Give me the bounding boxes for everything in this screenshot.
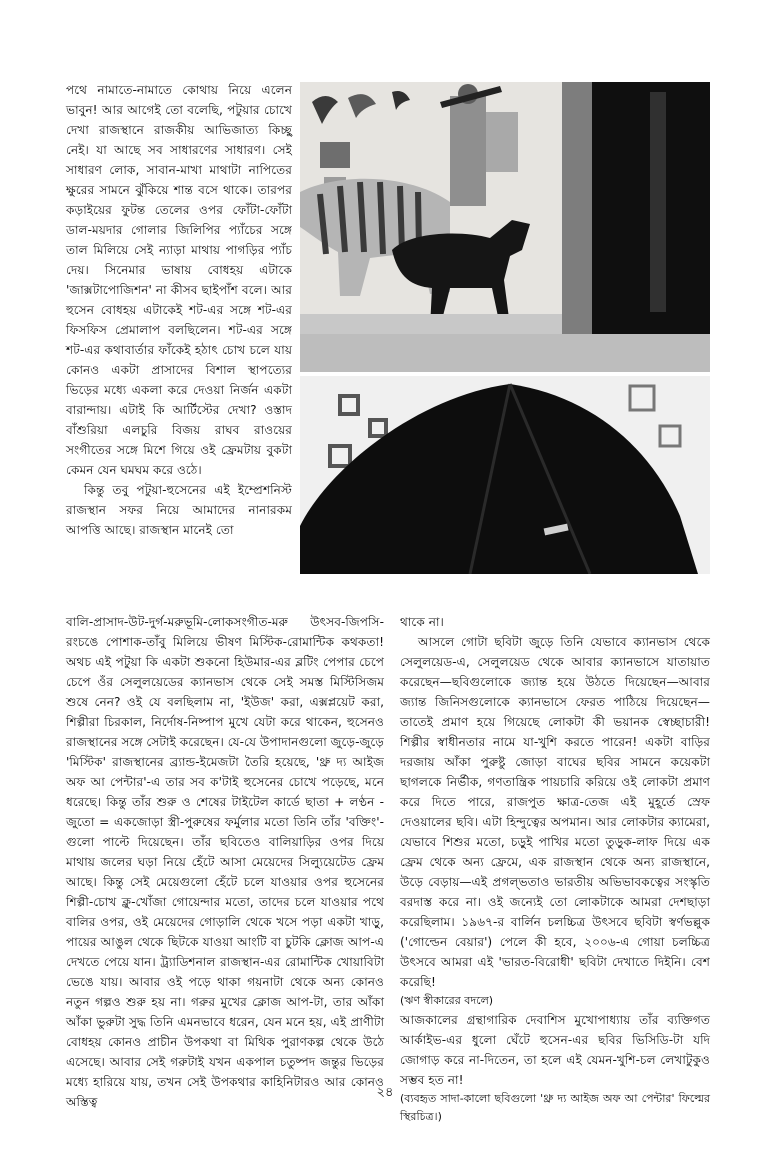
bottom-left-column <box>66 612 384 1112</box>
top-paragraph-1: পথে নামাতে-নামাতে কোথায় নিয়ে এলেন ভাবুন! আর আগেই তো বলেছি, পটুয়ার চোখে দেখা রাজস্থানে রাজকীয় আভিজাত্য কিচ্ছু নেই। যা আছে সব সাধারণের সাধারণ। সেই সাধারণ লোক, সাবান-মাখা মাথাটা নাপিতের ক্ষুরের সামনে ঝুঁকিয়ে শান্ত বসে থাকে। তারপর কড়াইয়ের ফুটন্ত তেলের ওপর ফোঁটা-ফোঁটা ডাল-ময়দার গোলার জিলিপির প্যাঁচের সঙ্গে তাল মিলিয়ে সেই ন্যাড়া মাথায় পাগড়ির প্যাঁচ দেয়। সিনেমার ভাষায় বোধহয় এটাকে 'জাক্সটাপোজিশন' না কীসব ছাইপাঁশ বলে। আর হুসেন বোধহয় এটাকেই শট-এর সঙ্গে শট-এর ফিসফিস প্রেমালাপ বলছিলেন। শট-এর সঙ্গে শট-এর কথাবার্তার ফাঁকেই হঠাৎ চোখ চলে যায় কোনও একটা প্রাসাদের বিশাল স্থাপত্যের ভিড়ের মধ্যে একলা করে দেওয়া নির্জন একটা বারান্দায়। এটাই কি আর্টিস্টের দেখা? ওস্তাদ বাঁশুরিয়া এলচুরি বিজয় রাঘব রাওয়ের সংগীতের সঙ্গে মিশে গিয়ে ওই ফ্রেমটায় বুকটা কেমন যেন ঘমঘম করে ওঠে। <box>66 83 292 477</box>
film-still-goat-and-mural <box>300 82 710 372</box>
film-still-umbrella-svg <box>300 376 710 574</box>
acknowledgement-text: আজকালের গ্রন্থাগারিক দেবাশিস মুখোপাধ্যায় তাঁর ব্যক্তিগত আর্কাইভ-এর ধুলো ঘেঁটে হুসেন-এর ছবির ভিসিডি-টা যদি জোগাড় করে না-দিতেন, তা হলে এই যেমন-খুশি-চল লেখাটুকুও সম্ভব হত না! <box>400 1013 710 1087</box>
top-paragraph-2: কিন্তু তবু পটুয়া-হুসেনের এই ইম্প্রেশনিস্ট রাজস্থান সফর নিয়ে আমাদের নানারকম আপত্তি আছে। রাজস্থান মানেই তো <box>66 483 292 537</box>
film-still-goat-svg <box>300 82 710 372</box>
top-text-column <box>66 80 292 540</box>
acknowledgement-heading: (ঋণ স্বীকারের বদলে) <box>400 994 494 1007</box>
page-number: ২৪ <box>376 1085 394 1100</box>
film-still-umbrella <box>300 376 710 574</box>
left-paragraph-1: বালি-প্রাসাদ-উট-দুর্গ-মরুভূমি-লোকসংগীত-মরু উৎসব-জিপসি-রংচঙে পোশাক-তাঁবু মিলিয়ে ভীষণ মিস্টিক-রোমান্টিক কথকতা! অথচ এই পটুয়া কি একটা শুকনো হিউমার-এর ব্লটিং পেপার চেপে চেপে ওঁর সেলুলয়েডের ক্যানভাস থেকে সেই সমস্ত মিস্টিসিজম শুষে নেন? ওই যে বলছিলাম না, 'ইউজ' করা, এক্সপ্লয়েট করা, শিল্পীরা চিরকাল, নির্দোষ-নিষ্পাপ মুখে যেটা করে থাকেন, হুসেনও রাজস্থানের সঙ্গে সেটাই করেছেন। যে-যে উপাদানগুলো জুড়ে-জুড়ে 'মিস্টিক' রাজস্থানের ব্র্যান্ড-ইমেজটা তৈরি হয়েছে, 'থ্রু দ্য আইজ অফ আ পেন্টার'-এ তার সব ক'টাই হুসেনের চোখে পড়েছে, মনে ধরেছে। কিন্তু তাঁর শুরু ও শেষের টাইটেল কার্ডে ছাতা + লণ্ঠন - জুতো = একজোড়া স্ত্রী-পুরুষের ফর্মুলার মতো তিনি তাঁর 'বক্তিং'-গুলো পাল্টে দিয়েছেন। তাঁর ছবিতেও বালিয়াড়ির ওপর দিয়ে মাথায় জলের ঘড়া নিয়ে হেঁটে আসা মেয়েদের সিল্যুয়েটেড ফ্রেম আছে। কিন্তু সেই মেয়েগুলো হেঁটে চলে যাওয়ার ওপর হুসেনের শিল্পী-চোখ ক্লু-খোঁজা গোয়েন্দার মতো, তাদের চলে যাওয়ার পথে বালির ওপর, ওই মেয়েদের গোড়ালি থেকে খসে পড়া একটা খাড়ু, পায়ের আঙুল থেকে ছিটকে যাওয়া আংটি বা চুটকি ক্লোজ আপ-এ দেখতে পেয়ে যান। ট্র্যাডিশনাল রাজস্থান-এর রোমান্টিক খোয়াবিটা ভেঙে যায়। আবার ওই পড়ে থাকা গয়নাটা থেকে অন্য কোনও নতুন গল্পও শুরু হয় না। গরুর মুখের ক্লোজ আপ-টা, তার আঁকা আঁকা ভুরুটা সুদ্ধ তিনি এমনভাবে ধরেন, যেন মনে হয়, এই প্রাণীটা বোধহয় কোনও প্রাচীন উপকথা বা মিথিক পুরাণকল্প থেকে উঠে এসেছে। আবার সেই গরুটাই যখন একপাল চতুষ্পদ জন্তুর ভিড়ের মধ্যে হারিয়ে যায়, তখন সেই উপকথার কাহিনিটারও আর কোনও অস্তিত্ব <box>66 615 385 1109</box>
right-paragraph-1: থাকে না। <box>400 615 444 629</box>
bottom-right-column <box>400 612 710 1126</box>
image-credit-note: (ব্যবহৃত সাদা-কালো ছবিগুলো 'থ্রু দ্য আইজ অফ আ পেন্টার' ফিল্মের স্থিরচিত্র।) <box>400 1092 710 1123</box>
right-paragraph-2: আসলে গোটা ছবিটা জুড়ে তিনি যেভাবে ক্যানভাস থেকে সেলুলয়েড-এ, সেলুলয়েড থেকে আবার ক্যানভাসে যাতায়াত করেছেন—ছবিগুলোকে জ্যান্ত হয়ে উঠতে দিয়েছেন—আবার জ্যান্ত জিনিসগুলোকে ক্যানভাসে ফেরত পাঠিয়ে দিয়েছেন—তাতেই প্রমাণ হয়ে গিয়েছে লোকটা কী ভয়ানক স্বেচ্ছাচারী! শিল্পীর স্বাধীনতার নামে যা-খুশি করতে পারেন! একটা বাড়ির দরজায় আঁকা পুরুষ্টু জোড়া বাঘের ছবির সামনে কয়েকটা ছাগলকে নির্ভীক, গণতান্ত্রিক পায়চারি করিয়ে ওই লোকটা প্রমাণ করে দিতে পারে, রাজপুত ক্ষাত্র-তেজ এই মুহূর্তে স্রেফ দেওয়ালের ছবি। এটা হিন্দুত্বের অপমান। আর লোকটার ক্যামেরা, যেভাবে শিশুর মতো, চড়ুই পাখির মতো তুড়ুক-লাফ দিয়ে এক ফ্রেম থেকে অন্য ফ্রেমে, এক রাজস্থান থেকে অন্য রাজস্থানে, উড়ে বেড়ায়—এই প্রগল্‌ভতাও ভারতীয় অভিভাবকত্বের সংস্কৃতি বরদাস্ত করে না। ওই জন্যেই তো লোকটাকে আমরা দেশছাড়া করেছিলাম। ১৯৬৭-র বার্লিন চলচ্চিত্র উৎসবে ছবিটা স্বর্ণভল্লুক ('গোল্ডেন বেয়ার') পেলে কী হবে, ২০০৬-এ গোয়া চলচ্চিত্র উৎসবে আমরা এই 'ভারত-বিরোধী' ছবিটা দেখাতে দিইনি। বেশ করেছি! <box>400 635 710 989</box>
